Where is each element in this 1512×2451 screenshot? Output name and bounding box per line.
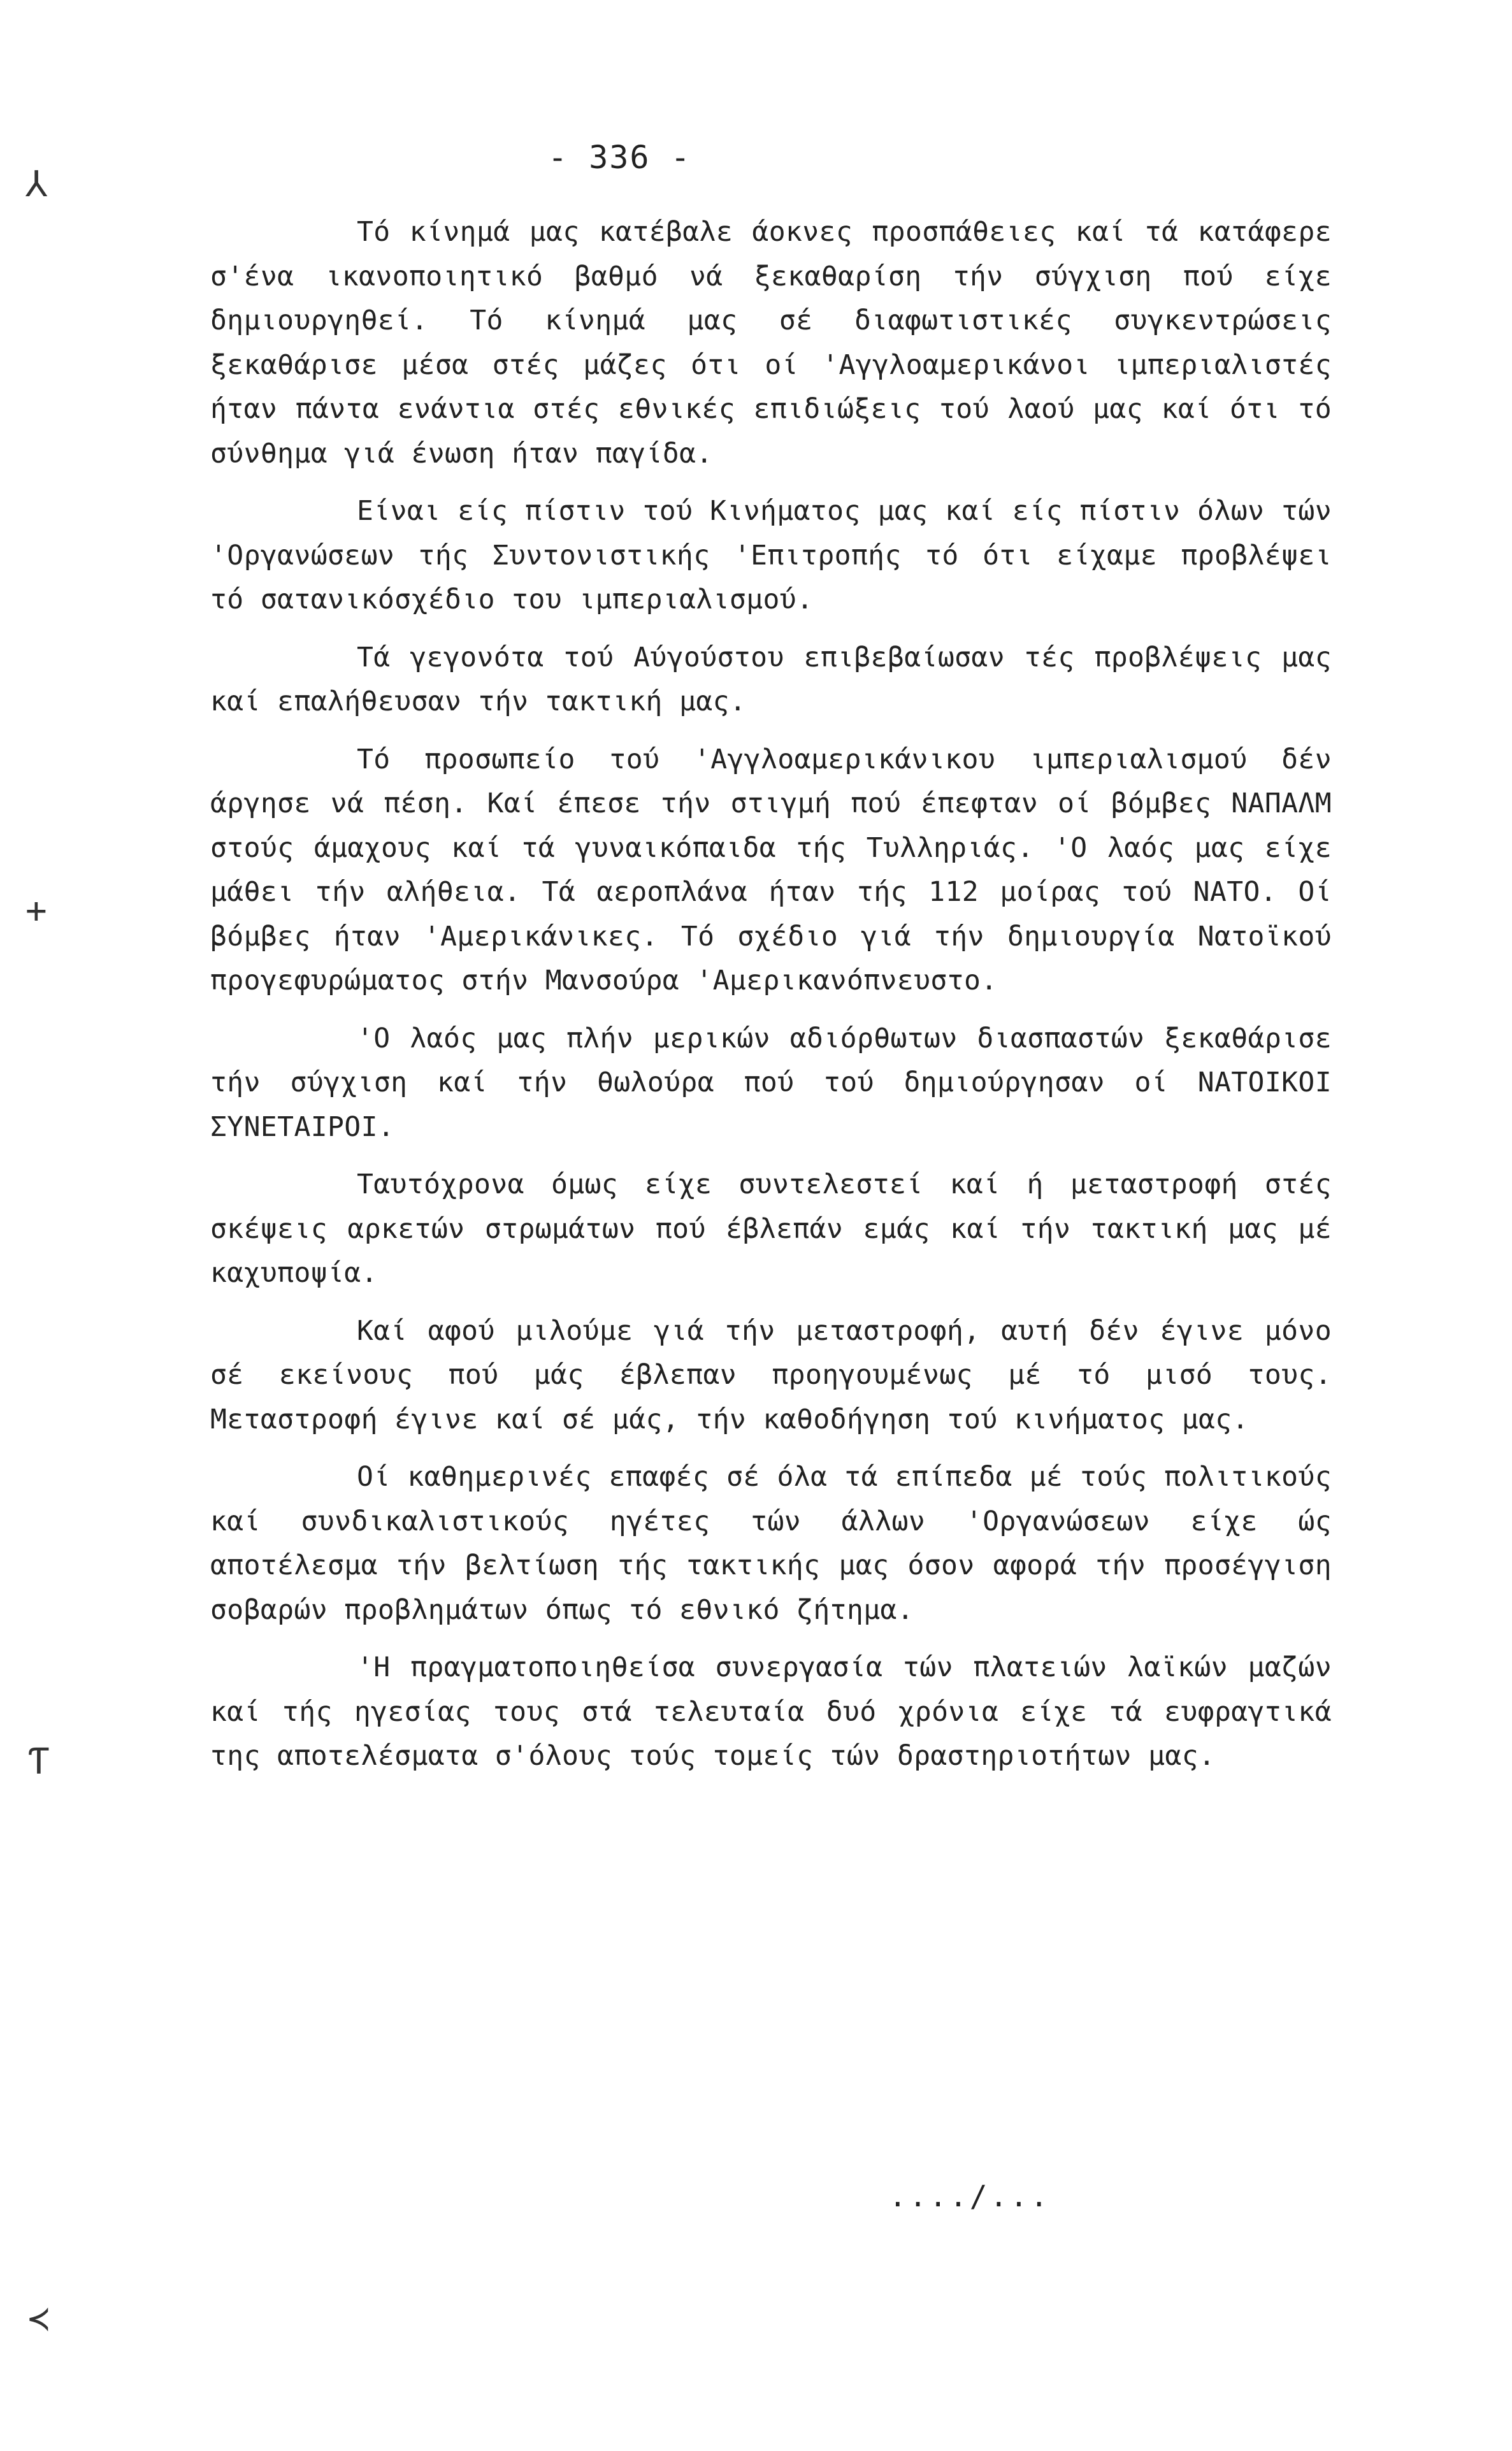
paragraph: Τό κίνημά μας κατέβαλε άοκνες προσπάθειες καί τά κατάφερε σ'ένα ικανοποιητικό βαθμό νά ξεκαθαρίση τήν σύγχιση πού είχε δημιουργηθεί. Τό κίνημά μας σέ διαφωτιστικές συγκεντρώσεις ξεκαθάρισε μέσα στές μάζες ότι οί 'Αγγλοαμερικάνοι ιμπεριαλιστές ήταν πάντα ενάντια στές εθνικές επιδιώξεις τού λαού μας καί ότι τό σύνθημα γιά ένωση ήταν παγίδα. — [210, 216, 1332, 470]
margin-mark-lower: Ƭ — [28, 1741, 50, 1783]
continuation-mark: ..../... — [889, 2179, 1051, 2213]
paragraph: 'Ο λαός μας πλήν μερικών αδιόρθωτων διασπαστών ξεκαθάρισε τήν σύγχιση καί τήν θωλούρα πού τού δημιούργησαν οί ΝΑΤΟΙΚΟΙ ΣΥΝΕΤΑΙΡΟΙ. — [210, 1022, 1332, 1143]
page-number: - 336 - — [548, 139, 691, 176]
margin-mark-top: ⅄ — [25, 164, 48, 205]
margin-mark-middle: + — [25, 890, 47, 931]
paragraph: Οί καθημερινές επαφές σέ όλα τά επίπεδα μέ τούς πολιτικούς καί συνδικαλιστικούς ηγέτες τών άλλων 'Οργανώσεων είχε ώς αποτέλεσμα τήν βελτίωση τής τακτικής μας όσον αφορά τήν προσέγγιση σοβαρών προβλημάτων όπως τό εθνικό ζήτημα. — [210, 1461, 1332, 1626]
paragraph: Ταυτόχρονα όμως είχε συντελεστεί καί ή μεταστροφή στές σκέψεις αρκετών στρωμάτων πού έβλεπάν εμάς καί τήν τακτική μας μέ καχυποψία. — [210, 1168, 1332, 1289]
paragraph: Καί αφού μιλούμε γιά τήν μεταστροφή, αυτή δέν έγινε μόνο σέ εκείνους πού μάς έβλεπαν προηγουμένως μέ τό μισό τους. Μεταστροφή έγινε καί σέ μάς, τήν καθοδήγηση τού κινήματος μας. — [210, 1314, 1332, 1435]
paragraph: Είναι είς πίστιν τού Κινήματος μας καί είς πίστιν όλων τών 'Οργανώσεων τής Συντονιστικής 'Επιτροπής τό ότι είχαμε προβλέψει τό σατανικόσχέδιο του ιμπεριαλισμού. — [210, 495, 1332, 615]
document-body — [210, 210, 1332, 1792]
paragraph: 'Η πραγματοποιηθείσα συνεργασία τών πλατειών λαϊκών μαζών καί τής ηγεσίας τους στά τελευταία δυό χρόνια είχε τά ευφραγτικά της αποτελέσματα σ'όλους τούς τομείς τών δραστηριοτήτων μας. — [210, 1651, 1332, 1772]
margin-mark-bottom: ≺ — [28, 2298, 50, 2340]
paragraph: Τό προσωπείο τού 'Αγγλοαμερικάνικου ιμπεριαλισμού δέν άργησε νά πέση. Καί έπεσε τήν στιγμή πού έπεφταν οί βόμβες ΝΑΠΑΛΜ στούς άμαχους καί τά γυναικόπαιδα τής Τυλληριάς. 'Ο λαός μας είχε μάθει τήν αλήθεια. Τά αεροπλάνα ήταν τής 112 μοίρας τού ΝΑΤΟ. Οί βόμβες ήταν 'Αμερικάνικες. Τό σχέδιο γιά τήν δημιουργία Νατοϊκού προγεφυρώματος στήν Μανσούρα 'Αμερικανόπνευστο. — [210, 743, 1332, 996]
paragraph: Τά γεγονότα τού Αύγούστου επιβεβαίωσαν τές προβλέψεις μας καί επαλήθευσαν τήν τακτική μας. — [210, 641, 1332, 717]
